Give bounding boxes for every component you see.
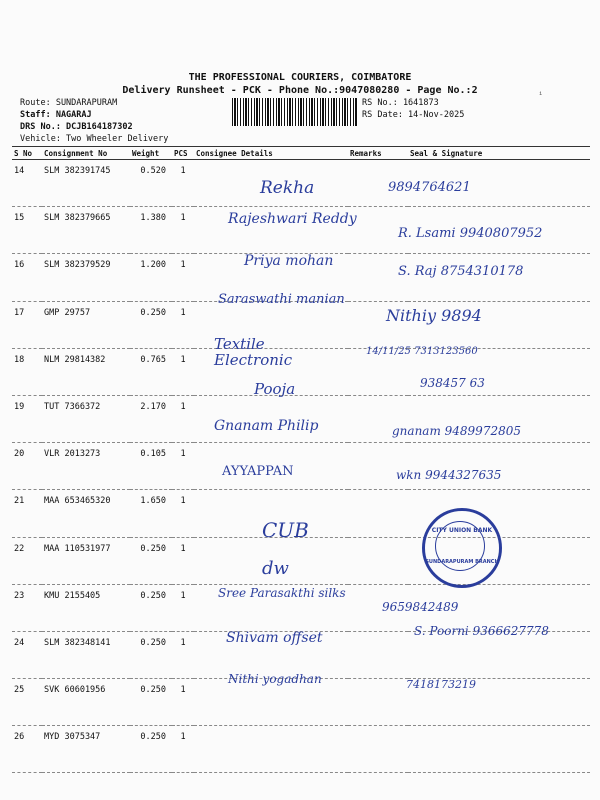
cell-weight: 0.765 [130, 348, 172, 395]
table-row [12, 726, 590, 773]
signature-hand: gnanam 9489972805 [392, 424, 521, 438]
consignee-hand: Pooja [254, 380, 296, 398]
cell-consignment: SLM 382379529 [42, 254, 130, 301]
cell-signature [408, 443, 590, 490]
consignee-hand: dw [262, 558, 289, 579]
cell-weight: 0.250 [130, 301, 172, 348]
bank-seal-icon [422, 508, 502, 588]
cell-sno: 25 [12, 679, 42, 726]
table-row [12, 443, 590, 490]
runsheet-subtitle: Delivery Runsheet - PCK - Phone No.:9047080280 - Page No.:2 [122, 85, 478, 96]
cell-consignment: SLM 382391745 [42, 160, 130, 207]
col-sno: S No [12, 147, 42, 160]
cell-weight: 1.200 [130, 254, 172, 301]
cell-sno: 15 [12, 207, 42, 254]
consignee-hand: Textile Electronic [214, 335, 293, 369]
cell-sno: 22 [12, 537, 42, 584]
cell-weight: 0.250 [130, 679, 172, 726]
seal-text: CITY UNION BANK [431, 527, 493, 534]
table-header-row [12, 147, 590, 160]
cell-sno: 26 [12, 726, 42, 773]
consignee-hand: Saraswathi manian [218, 292, 345, 307]
signature-hand: Nithiy 9894 [386, 306, 482, 325]
cell-remarks [348, 443, 408, 490]
cell-consignment: MYD 3075347 [42, 726, 130, 773]
cell-pcs: 1 [172, 301, 194, 348]
cell-sno: 19 [12, 395, 42, 442]
cell-weight: 0.250 [130, 584, 172, 631]
consignee-hand: CUB [262, 518, 309, 542]
cell-consignment: KMU 2155405 [42, 584, 130, 631]
cell-consignment: NLM 29814382 [42, 348, 130, 395]
consignee-hand: Nithi yogadhan [228, 672, 322, 686]
consignee-hand: AYYAPPAN [222, 464, 294, 479]
cell-sno: 14 [12, 160, 42, 207]
cell-sno: 17 [12, 301, 42, 348]
cell-pcs: 1 [172, 584, 194, 631]
stray-mark-icon: ᵢ [538, 88, 544, 98]
cell-sno: 21 [12, 490, 42, 537]
staff-label: Staff: NAGARAJ [20, 110, 92, 120]
signature-hand: 14/11/25 7313123560 [366, 346, 478, 357]
cell-signature [408, 726, 590, 773]
cell-consignment: SVK 60601956 [42, 679, 130, 726]
company-title: THE PROFESSIONAL COURIERS, COIMBATORE [188, 72, 412, 83]
col-pcs: PCS [172, 147, 194, 160]
cell-weight: 0.250 [130, 631, 172, 678]
consignee-hand: Gnanam Philip [214, 418, 319, 434]
signature-hand: 938457 63 [420, 376, 485, 390]
cell-consignment: VLR 2013273 [42, 443, 130, 490]
signature-hand: 7418173219 [406, 678, 476, 691]
cell-pcs: 1 [172, 160, 194, 207]
signature-hand: wkn 9944327635 [396, 468, 502, 482]
col-consignee: Consignee Details [194, 147, 348, 160]
col-signature: Seal & Signature [408, 147, 590, 160]
cell-consignment: TUT 7366372 [42, 395, 130, 442]
cell-consignment: SLM 382348141 [42, 631, 130, 678]
rs-date: RS Date: 14-Nov-2025 [362, 110, 465, 120]
col-remarks: Remarks [348, 147, 408, 160]
cell-sno: 16 [12, 254, 42, 301]
signature-hand: S. Poorni 9366627778 [414, 624, 549, 638]
signature-hand: 9894764621 [388, 180, 471, 195]
route-label: Route: SUNDARAPURAM [20, 98, 118, 108]
cell-pcs: 1 [172, 395, 194, 442]
barcode-icon [232, 98, 358, 126]
cell-weight: 0.250 [130, 726, 172, 773]
cell-consignment: GMP 29757 [42, 301, 130, 348]
cell-pcs: 1 [172, 348, 194, 395]
col-consignment: Consignment No [42, 147, 130, 160]
consignee-hand: Rekha [260, 178, 315, 198]
consignee-hand: Rajeshwari Reddy [228, 211, 357, 227]
cell-consignee [194, 726, 348, 773]
consignee-hand: Shivam offset [226, 630, 323, 646]
cell-consignment: MAA 110531977 [42, 537, 130, 584]
cell-weight: 0.105 [130, 443, 172, 490]
cell-pcs: 1 [172, 254, 194, 301]
cell-consignment: SLM 382379665 [42, 207, 130, 254]
signature-hand: 9659842489 [382, 600, 459, 614]
cell-weight: 1.650 [130, 490, 172, 537]
signature-hand: R. Lsami 9940807952 [398, 226, 543, 241]
cell-signature [408, 631, 590, 678]
cell-weight: 0.520 [130, 160, 172, 207]
cell-sno: 24 [12, 631, 42, 678]
vehicle-label: Vehicle: Two Wheeler Delivery [20, 134, 169, 144]
cell-pcs: 1 [172, 537, 194, 584]
cell-pcs: 1 [172, 443, 194, 490]
cell-weight: 0.250 [130, 537, 172, 584]
seal-subtext: SUNDARAPURAM BRANCH [425, 559, 499, 565]
cell-sno: 23 [12, 584, 42, 631]
cell-remarks [348, 537, 408, 584]
cell-weight: 1.380 [130, 207, 172, 254]
rs-number: RS No.: 1641873 [362, 98, 439, 108]
cell-sno: 18 [12, 348, 42, 395]
cell-pcs: 1 [172, 631, 194, 678]
table-row [12, 537, 590, 584]
cell-pcs: 1 [172, 490, 194, 537]
cell-pcs: 1 [172, 207, 194, 254]
drs-number: DRS No.: DCJB164187302 [20, 122, 133, 132]
cell-remarks [348, 726, 408, 773]
cell-pcs: 1 [172, 679, 194, 726]
consignee-hand: Priya mohan [244, 253, 334, 269]
cell-remarks [348, 490, 408, 537]
cell-remarks [348, 631, 408, 678]
col-weight: Weight [130, 147, 172, 160]
consignee-hand: Sree Parasakthi silks [218, 586, 346, 600]
signature-hand: S. Raj 8754310178 [398, 264, 524, 279]
cell-pcs: 1 [172, 726, 194, 773]
cell-remarks [348, 679, 408, 726]
cell-weight: 2.170 [130, 395, 172, 442]
cell-sno: 20 [12, 443, 42, 490]
cell-consignment: MAA 653465320 [42, 490, 130, 537]
